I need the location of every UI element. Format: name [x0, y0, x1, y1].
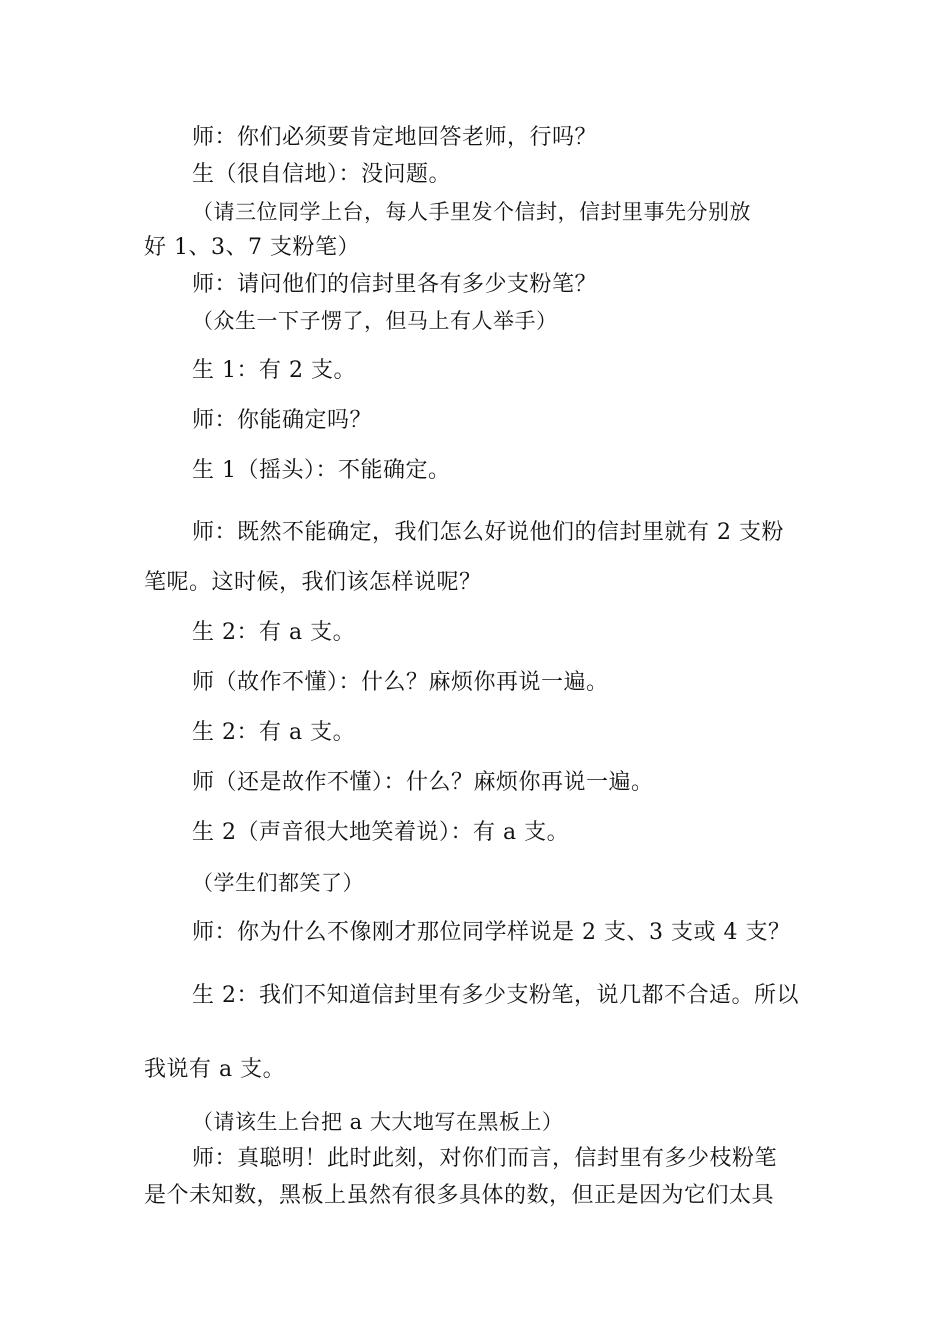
- dialogue-line-6: 生 1（摇头）：不能确定。: [192, 458, 451, 483]
- stage-direction-line-2: 好 1、3、7 支粉笔）: [144, 235, 360, 260]
- dialogue-line-15: 师：真聪明！此时此刻，对你们而言，信封里有多少枝粉笔: [192, 1146, 778, 1171]
- dialogue-line-5: 师：你能确定吗？: [192, 408, 373, 433]
- dialogue-line-8: 生 2：有 a 支。: [192, 620, 356, 645]
- dialogue-line-11: 师（还是故作不懂）：什么？麻烦你再说一遍。: [192, 770, 654, 795]
- dialogue-line-7: 师：既然不能确定，我们怎么好说他们的信封里就有 2 支粉: [192, 520, 784, 545]
- dialogue-line-4: 生 1：有 2 支。: [192, 358, 356, 383]
- dialogue-line-13: 师：你为什么不像刚才那位同学样说是 2 支、3 支或 4 支？: [192, 920, 791, 945]
- stage-direction-line-5: （请该生上台把 a 大大地写在黑板上）: [192, 1110, 564, 1134]
- dialogue-line-12: 生 2（声音很大地笑着说）：有 a 支。: [192, 820, 570, 845]
- dialogue-line-1: 师：你们必须要肯定地回答老师，行吗？: [192, 125, 598, 150]
- stage-direction-line-3: （众生一下子愣了，但马上有人举手）: [192, 309, 558, 333]
- dialogue-line-14: 生 2：我们不知道信封里有多少支粉笔，说几都不合适。所以: [192, 983, 799, 1008]
- dialogue-line-7-cont: 笔呢。这时候，我们该怎样说呢？: [144, 570, 482, 595]
- stage-direction-line-1: （请三位同学上台，每人手里发个信封，信封里事先分别放: [192, 200, 751, 224]
- dialogue-line-10: 生 2：有 a 支。: [192, 720, 356, 745]
- stage-direction-line-4: （学生们都笑了）: [192, 871, 364, 895]
- dialogue-line-14-cont: 我说有 a 支。: [144, 1057, 286, 1082]
- dialogue-line-9: 师（故作不懂）：什么？麻烦你再说一遍。: [192, 670, 609, 695]
- dialogue-line-15-cont: 是个未知数，黑板上虽然有很多具体的数，但正是因为它们太具: [144, 1183, 775, 1208]
- dialogue-line-2: 生（很自信地）：没问题。: [192, 162, 452, 187]
- dialogue-line-3: 师：请问他们的信封里各有多少支粉笔？: [192, 272, 598, 297]
